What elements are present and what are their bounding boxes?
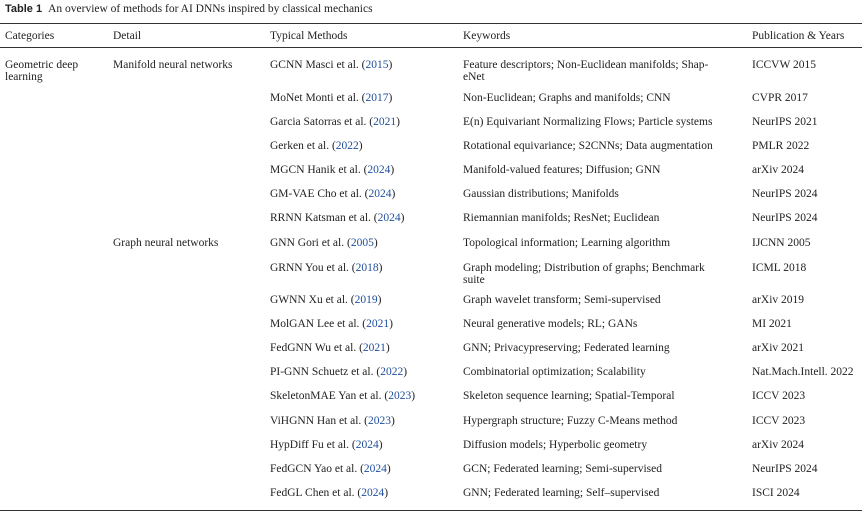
caption-text: An overview of methods for AI DNNs inspired by classical mechanics <box>48 3 373 15</box>
publication-cell: Nat.Mach.Intell. 2022 <box>752 366 854 378</box>
method-name: MoNet Monti et al. ( <box>270 92 366 104</box>
citation-year-link[interactable]: 2018 <box>355 262 379 274</box>
keywords-cell: Non-Euclidean; Graphs and manifolds; CNN <box>463 92 671 104</box>
keywords-cell: Diffusion models; Hyperbolic geometry <box>463 439 648 451</box>
citation-close: ) <box>378 262 383 274</box>
citation-year-link[interactable]: 2021 <box>362 342 386 354</box>
method-name: GWNN Xu et al. ( <box>270 294 355 306</box>
method-cell <box>270 439 383 451</box>
citation-close: ) <box>388 59 393 71</box>
publication-cell: ISCI 2024 <box>752 487 800 499</box>
citation-close: ) <box>391 415 395 427</box>
publication-cell: arXiv 2021 <box>752 342 805 354</box>
citation-close: ) <box>403 366 408 378</box>
publication-cell: ICCV 2023 <box>752 390 806 402</box>
method-name: FedGCN Yao et al. ( <box>270 463 364 475</box>
keywords-cell: GNN; Federated learning; Self–supervised <box>463 487 660 499</box>
method-name: GCNN Masci et al. ( <box>270 59 366 71</box>
method-name: SkeletonMAE Yan et al. ( <box>270 390 389 402</box>
method-name: ViHGNN Han et al. ( <box>270 415 368 427</box>
header-detail: Detail <box>113 30 142 42</box>
keywords-cell: GNN; Privacypreserving; Federated learning <box>463 342 670 354</box>
keywords-cell: Skeleton sequence learning; Spatial-Temporal <box>463 390 675 402</box>
citation-year-link[interactable]: 2021 <box>373 116 397 128</box>
detail-cell: Graph neural networks <box>113 237 219 249</box>
citation-year-link[interactable]: 2024 <box>368 188 392 200</box>
keywords-cell: Graph wavelet transform; Semi-supervised <box>463 294 661 306</box>
citation-year-link[interactable]: 2023 <box>388 390 412 402</box>
publication-cell: NeurIPS 2024 <box>752 463 818 475</box>
citation-close: ) <box>390 164 395 176</box>
method-cell <box>270 262 382 274</box>
method-cell <box>270 164 394 176</box>
method-cell <box>270 294 381 306</box>
method-name: FedGNN Wu et al. ( <box>270 342 363 354</box>
citation-close: ) <box>391 188 396 200</box>
method-cell <box>270 92 392 104</box>
citation-close: ) <box>373 237 378 249</box>
citation-year-link[interactable]: 2024 <box>367 164 391 176</box>
publication-cell: NeurIPS 2024 <box>752 212 818 224</box>
method-cell <box>270 59 392 71</box>
citation-close: ) <box>385 342 390 354</box>
method-name: GRNN You et al. ( <box>270 262 356 274</box>
keywords-cell: Feature descriptors; Non-Euclidean manifolds; Shap- <box>463 59 709 71</box>
method-name: GM-VAE Cho et al. ( <box>270 188 369 200</box>
keywords-cell: eNet <box>463 71 485 83</box>
citation-year-link[interactable]: 2024 <box>377 212 401 224</box>
method-name: RRNN Katsman et al. ( <box>270 212 378 224</box>
method-name: Gerken et al. ( <box>270 140 336 152</box>
citation-close: ) <box>396 116 400 128</box>
publication-cell: IJCNN 2005 <box>752 237 811 249</box>
method-cell <box>270 366 407 378</box>
citation-year-link[interactable]: 2005 <box>350 237 374 249</box>
method-cell <box>270 318 393 330</box>
publication-cell: NeurIPS 2024 <box>752 188 818 200</box>
keywords-cell: Rotational equivariance; S2CNNs; Data augmentation <box>463 140 713 152</box>
keywords-cell: Gaussian distributions; Manifolds <box>463 188 619 200</box>
citation-close: ) <box>384 487 389 499</box>
table-label: Table 1 <box>5 3 43 15</box>
bottom-rule <box>0 510 862 511</box>
category-cell: Geometric deep learning <box>5 59 79 83</box>
method-cell <box>270 463 391 475</box>
method-cell <box>270 390 415 402</box>
citation-year-link[interactable]: 2017 <box>365 92 389 104</box>
method-cell <box>270 188 395 200</box>
publication-cell: MI 2021 <box>752 318 792 330</box>
method-name: MGCN Hanik et al. ( <box>270 164 368 176</box>
method-cell <box>270 116 400 128</box>
method-name: Garcia Satorras et al. ( <box>270 116 374 128</box>
method-name: GNN Gori et al. ( <box>270 237 351 249</box>
publication-cell: arXiv 2024 <box>752 164 805 176</box>
keywords-cell: Hypergraph structure; Fuzzy C-Means method <box>463 415 678 427</box>
citation-year-link[interactable]: 2019 <box>354 294 378 306</box>
keywords-cell: Manifold-valued features; Diffusion; GNN <box>463 164 661 176</box>
citation-close: ) <box>400 212 405 224</box>
method-cell <box>270 487 388 499</box>
method-cell <box>270 212 404 224</box>
citation-year-link[interactable]: 2021 <box>366 318 390 330</box>
citation-year-link[interactable]: 2023 <box>368 415 391 427</box>
keywords-cell: Topological information; Learning algorithm <box>463 237 671 249</box>
publication-cell: ICCV 2023 <box>752 415 806 427</box>
citation-close: ) <box>386 463 391 475</box>
publication-cell: ICCVW 2015 <box>752 59 816 71</box>
method-name: MolGAN Lee et al. ( <box>270 318 367 330</box>
publication-cell: arXiv 2024 <box>752 439 805 451</box>
citation-close: ) <box>389 318 393 330</box>
table-caption <box>5 3 373 15</box>
citation-year-link[interactable]: 2024 <box>361 487 385 499</box>
header-keywords: Keywords <box>463 30 511 42</box>
citation-close: ) <box>388 92 393 104</box>
keywords-cell: suite <box>463 274 485 286</box>
method-cell <box>270 342 390 354</box>
header-rule <box>0 47 862 48</box>
citation-close: ) <box>411 390 416 402</box>
publication-cell: CVPR 2017 <box>752 92 808 104</box>
citation-close: ) <box>377 294 382 306</box>
keywords-cell: Combinatorial optimization; Scalability <box>463 366 646 378</box>
header-publication-years: Publication & Years <box>752 30 845 42</box>
citation-year-link[interactable]: 2022 <box>380 366 404 378</box>
publication-cell: ICML 2018 <box>752 262 807 274</box>
method-name: FedGL Chen et al. ( <box>270 487 362 499</box>
citation-year-link[interactable]: 2024 <box>363 463 387 475</box>
method-name: PI-GNN Schuetz et al. ( <box>270 366 381 378</box>
method-cell <box>270 237 378 249</box>
keywords-cell: Neural generative models; RL; GANs <box>463 318 638 330</box>
detail-cell: Manifold neural networks <box>113 59 233 71</box>
keywords-cell: Graph modeling; Distribution of graphs; Benchmark <box>463 262 705 274</box>
keywords-cell: E(n) Equivariant Normalizing Flows; Particle systems <box>463 116 713 128</box>
publication-cell: PMLR 2022 <box>752 140 810 152</box>
citation-year-link[interactable]: 2024 <box>355 439 379 451</box>
publication-cell: NeurIPS 2021 <box>752 116 818 128</box>
method-cell <box>270 140 363 152</box>
keywords-cell: Riemannian manifolds; ResNet; Euclidean <box>463 212 660 224</box>
citation-close: ) <box>378 439 383 451</box>
keywords-cell: GCN; Federated learning; Semi-supervised <box>463 463 662 475</box>
publication-cell: arXiv 2019 <box>752 294 805 306</box>
header-typical-methods: Typical Methods <box>270 30 348 42</box>
method-name: HypDiff Fu et al. ( <box>270 439 356 451</box>
top-rule <box>0 23 862 24</box>
citation-close: ) <box>358 140 363 152</box>
citation-year-link[interactable]: 2015 <box>365 59 389 71</box>
header-categories: Categories <box>5 30 55 42</box>
method-cell <box>270 415 395 427</box>
citation-year-link[interactable]: 2022 <box>335 140 359 152</box>
